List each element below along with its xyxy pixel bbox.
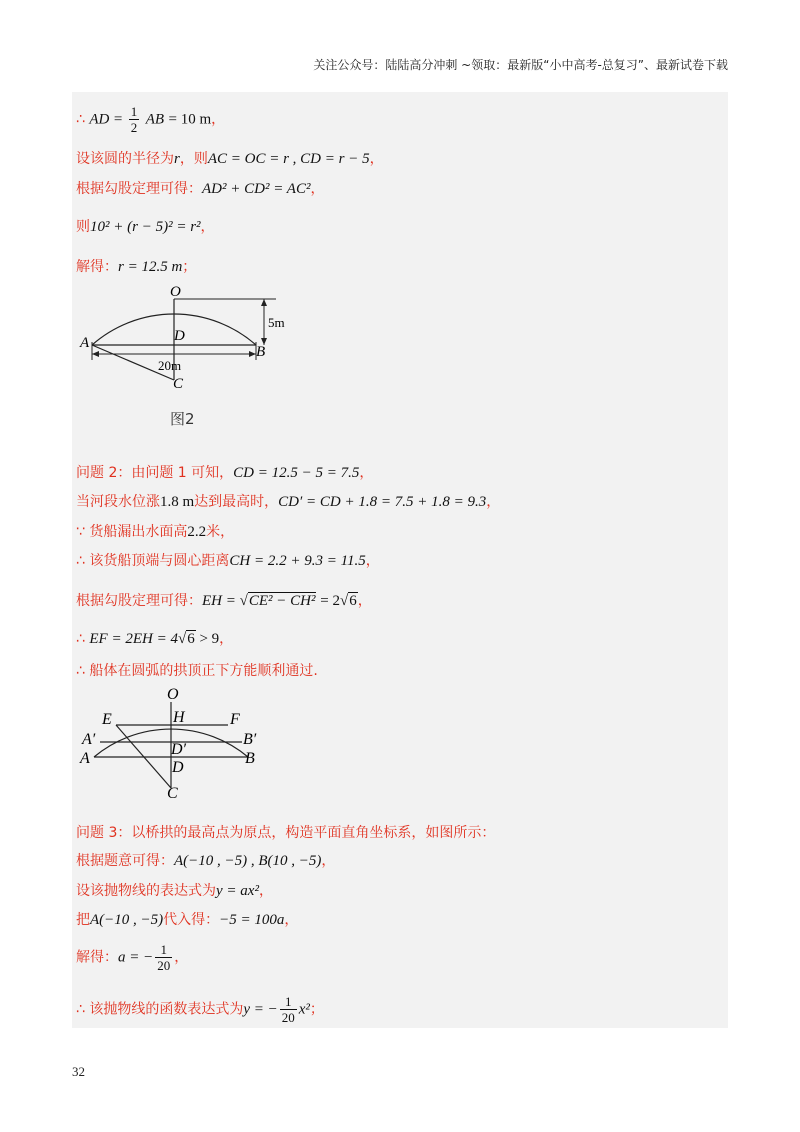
line-solve-r (76, 256, 196, 276)
math-eq: = (113, 111, 123, 128)
math-expr: > 9 (195, 631, 220, 647)
text: ∴ 该抛物线的函数表达式为 (76, 1001, 244, 1018)
math-expr: AC = OC = r , CD = r − 5 (207, 151, 370, 167)
label-d: D (174, 328, 185, 344)
math-expr: r = 12.5 m (118, 259, 183, 275)
arrow-head-right (249, 351, 256, 357)
fraction-denominator: 2 (130, 120, 138, 135)
punct: ； (182, 259, 197, 275)
line-substitute (76, 909, 298, 929)
figure-arc-diagram-2 (78, 684, 278, 804)
sqrt-sign: √ (239, 593, 248, 609)
punct: ； (309, 1001, 324, 1018)
math-value: = 10 m (168, 111, 212, 128)
punct: ， (211, 111, 226, 128)
label-h: H (173, 709, 185, 726)
line-pythagoras (76, 178, 324, 198)
text: ∵ 货船漏出水面高 (76, 524, 188, 540)
fraction-numerator: 1 (280, 994, 297, 1010)
punct: ， (310, 181, 325, 197)
page-number: 32 (72, 1064, 85, 1079)
math-expr: CD = 12.5 − 5 = 7.5 (233, 465, 360, 481)
line-points (76, 850, 335, 870)
line-ch (76, 550, 380, 570)
label-b: B (245, 750, 255, 767)
math-value: 2.2 (187, 524, 207, 540)
math-radicand: 6 (187, 631, 195, 647)
arrow-head-up (261, 299, 267, 306)
label-width: 20m (158, 358, 182, 373)
label-e: E (102, 711, 112, 728)
fraction-1-20 (280, 994, 297, 1025)
label-b-prime: B′ (243, 731, 257, 748)
sqrt-sign: √ (339, 593, 349, 609)
label-a: A (80, 750, 90, 767)
punct: ， (200, 219, 215, 235)
text: 达到最高时， (194, 494, 279, 510)
line-ef (76, 628, 233, 648)
fraction-half (129, 104, 140, 135)
text: 代入得： (163, 912, 220, 928)
line-function (76, 994, 324, 1025)
math-ab: AB (145, 111, 165, 128)
therefore-symbol: ∴ (76, 631, 85, 647)
punct: ， (258, 883, 273, 899)
punct: ， (174, 949, 189, 966)
punct: ， (219, 631, 234, 647)
text: 根据勾股定理可得： (76, 593, 202, 609)
punct: ， (369, 151, 384, 167)
math-expr: y = − (243, 1001, 278, 1018)
figure-arc-diagram-1 (76, 280, 306, 400)
math-expr: −5 = 100a (219, 912, 285, 928)
label-c: C (167, 785, 178, 802)
math-expr: EF = 2EH = 4 (89, 631, 178, 647)
label-a-prime: A′ (82, 731, 96, 748)
line-water-rise (76, 491, 500, 511)
math-expr: A(−10 , −5) (90, 912, 164, 928)
line-conclusion-q2 (76, 660, 318, 680)
math-expr: a = − (118, 949, 154, 966)
text: 根据题意可得： (76, 853, 174, 869)
therefore-symbol: ∴ (76, 111, 85, 128)
label-a: A (80, 335, 90, 351)
math-ad: AD (89, 111, 110, 128)
sqrt-sign: √ (177, 631, 187, 647)
math-expr: A(−10 , −5) , B(10 , −5) (174, 853, 322, 869)
punct: ， (357, 593, 372, 609)
text: ∴ 船体在圆弧的拱顶正下方能顺利通过. (76, 663, 318, 679)
text: 解得： (76, 949, 118, 966)
line-parabola-form (76, 880, 273, 900)
text: 设该圆的半径为 (76, 151, 174, 167)
label-b: B (256, 344, 266, 360)
math-expr: x² (298, 1001, 310, 1018)
text: 解得： (76, 259, 118, 275)
math-radicand: 6 (349, 593, 357, 609)
math-r: r (174, 151, 180, 167)
label-o: O (170, 284, 181, 300)
line-ad (76, 104, 225, 135)
punct: ， (365, 553, 380, 569)
label-height: 5m (268, 315, 285, 330)
text: 问题 2：由问题 1 可知， (76, 465, 234, 481)
line-equation (76, 216, 215, 236)
math-expr: CD′ = CD + 1.8 = 7.5 + 1.8 = 9.3 (278, 494, 487, 510)
fraction-1-20 (155, 942, 172, 973)
math-expr: CH = 2.2 + 9.3 = 11.5 (229, 553, 366, 569)
label-f: F (230, 711, 240, 728)
label-d-prime: D′ (171, 741, 187, 758)
fraction-denominator: 20 (281, 1010, 295, 1025)
text: 根据勾股定理可得： (76, 181, 202, 197)
text: ∴ 该货船顶端与圆心距离 (76, 553, 230, 569)
punct: ， (321, 853, 336, 869)
math-value: 1.8 m (160, 494, 195, 510)
text: 米， (206, 524, 235, 540)
label-c: C (173, 376, 184, 392)
line-q2 (76, 462, 373, 482)
math-radicand: CE² − CH² (248, 593, 316, 609)
punct: ， (284, 912, 299, 928)
line-radius (76, 148, 384, 168)
page-header: 关注公众号：陆陆高分冲刺 ~领取：最新版“小中高考-总复习”、最新试卷下载 (313, 58, 728, 72)
punct: ， (486, 494, 501, 510)
fraction-denominator: 20 (157, 958, 171, 973)
text: 当河段水位涨 (76, 494, 160, 510)
line-solve-a (76, 942, 188, 973)
fraction-numerator: 1 (130, 104, 138, 119)
text: 设该抛物线的表达式为 (76, 883, 216, 899)
text: 问题 3：以桥拱的最高点为原点，构造平面直角坐标系，如图所示： (76, 825, 496, 841)
math-expr: y = ax² (216, 883, 259, 899)
fraction-numerator: 1 (155, 942, 172, 958)
line-q3 (76, 822, 495, 842)
math-expr: EH = (202, 593, 240, 609)
label-o: O (167, 686, 179, 703)
math-expr: AD² + CD² = AC² (202, 181, 311, 197)
text: 把 (76, 912, 90, 928)
text: ，则 (179, 151, 208, 167)
punct: ， (359, 465, 374, 481)
line-ship-height (76, 521, 234, 541)
line-eh (76, 590, 372, 610)
arrow-head-left (92, 351, 99, 357)
math-expr: 10² + (r − 5)² = r² (90, 219, 201, 235)
text: 则 (76, 219, 90, 235)
figure-caption: 图2 (170, 410, 195, 428)
math-expr: = 2 (316, 593, 340, 609)
label-d: D (172, 759, 184, 776)
